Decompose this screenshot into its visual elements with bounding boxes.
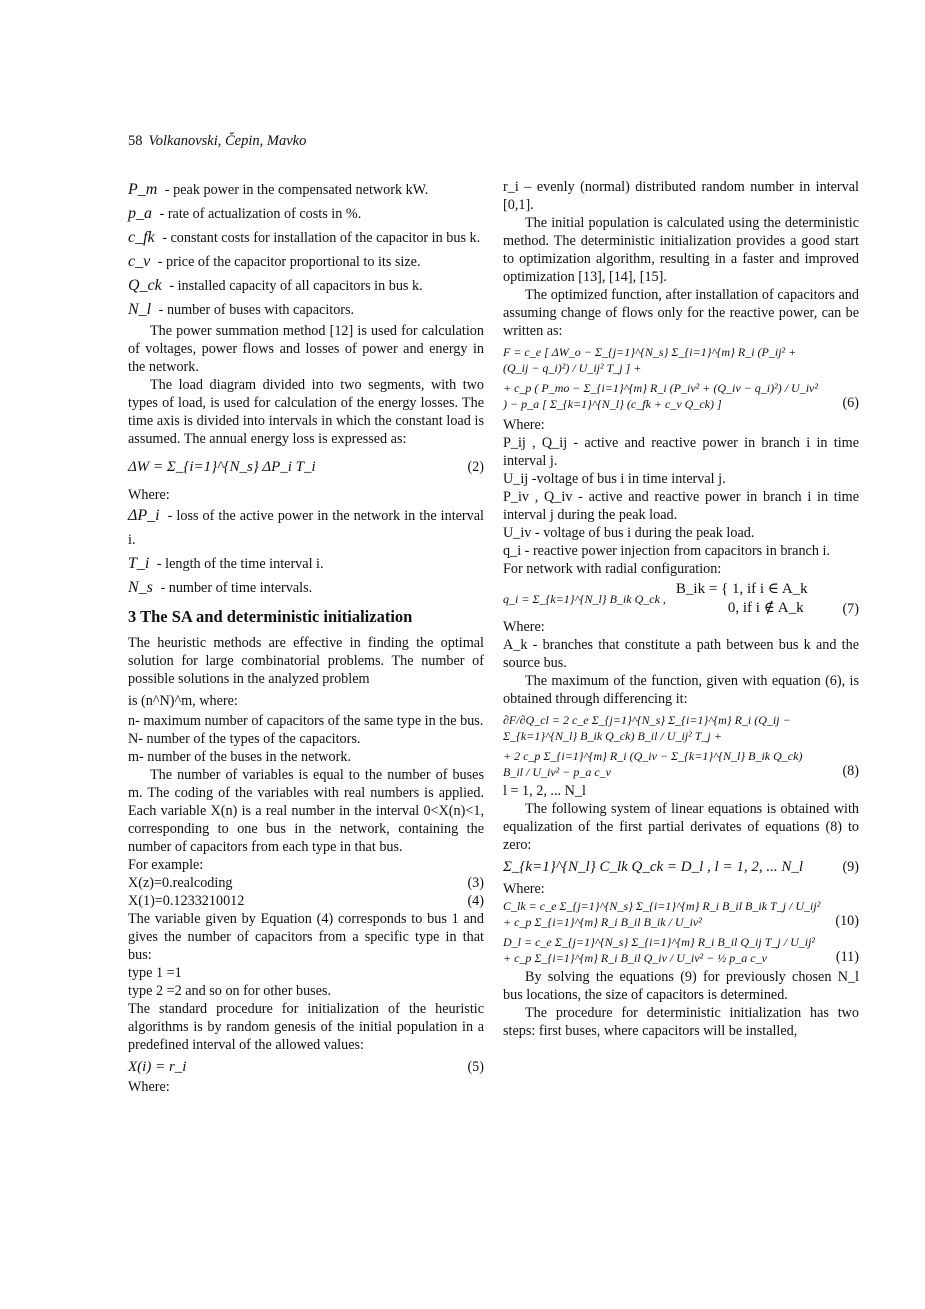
- def-pa: p_a - rate of actualization of costs in %.: [128, 205, 362, 222]
- equation-9: Σ_{k=1}^{N_l} C_lk Q_ck = D_l , l = 1, 2, ... N_l (9): [503, 859, 859, 875]
- where-label: Where:: [503, 417, 545, 433]
- equation-7-left: q_i = Σ_{k=1}^{N_l} B_ik Q_ck ,: [503, 592, 666, 606]
- def-uiv: U_iv - voltage of bus i during the peak load.: [503, 525, 755, 541]
- paragraph: The initial population is calculated using the deterministic method. The deterministic initialization provides a good start to optimization algorithm, resulting in a faster and improved optimization [13], [14], [15].: [503, 215, 859, 285]
- def-delta-p: ΔP_i - loss of the active power in the network in the interval i.: [128, 507, 484, 548]
- paragraph: The procedure for deterministic initialization has two steps: first buses, where capacitors will be installed,: [503, 1005, 859, 1039]
- def-uij: U_ij -voltage of bus i in time interval j.: [503, 471, 726, 487]
- equation-8: ∂F/∂Q_cl = 2 c_e Σ_{j=1}^{N_s} Σ_{i=1}^{m} R_i (Q_ij − Σ_{k=1}^{N_l} B_ik Q_ck) B_il / U_ij² T_j + + 2 c_p Σ_{i=1}^{m} R_i (Q_iv − Σ_{k=1}^{N_l} B_ik Q_ck) B_il / U_iv² − p_a c_v (8): [503, 713, 859, 779]
- def-qi: q_i - reactive power injection from capacitors in branch i.: [503, 543, 830, 559]
- paragraph: The power summation method [12] is used for calculation of voltages, power flows and losses of power and energy in the network.: [128, 323, 484, 375]
- where-label: Where:: [128, 1079, 170, 1095]
- equation-6-line-1: F = c_e [ ΔW_o − Σ_{j=1}^{N_s} Σ_{i=1}^{m} R_i (P_ij² + (Q_ij − q_i)²) / U_ij² T_j ] +: [503, 345, 797, 375]
- paragraph: The variable given by Equation (4) corresponds to bus 1 and gives the number of capacitors from a specific type in that bus:: [128, 911, 484, 963]
- equation-7-case-1: B_ik = { 1, if i ∈ A_k: [675, 581, 808, 597]
- def-N: N- number of the types of the capacitors.: [128, 731, 361, 747]
- paragraph-end: is (n^N)^m, where:: [128, 693, 238, 709]
- paragraph: The standard procedure for initialization of the heuristic algorithms is by random genesis of the initial population in a predefined interval of the allowed values:: [128, 1001, 484, 1053]
- def-pij-qij: P_ij , Q_ij - active and reactive power in branch i in time interval j.: [503, 435, 859, 469]
- radial-label: For network with radial configuration:: [503, 561, 722, 577]
- paragraph: By solving the equations (9) for previously chosen N_l bus locations, the size of capacitors is determined.: [503, 969, 859, 1003]
- equation-2: ΔW = Σ_{i=1}^{N_s} ΔP_i T_i (2): [128, 459, 484, 475]
- where-label: Where:: [503, 619, 545, 635]
- def-n: n- maximum number of capacitors of the same type in the bus.: [128, 713, 484, 729]
- equation-11: D_l = c_e Σ_{j=1}^{N_s} Σ_{i=1}^{m} R_i B_il Q_ij T_j / U_ij² + c_p Σ_{i=1}^{m} R_i B_il Q_iv / U_iv² − ½ p_a c_v (11): [503, 935, 859, 965]
- def-ns: N_s - number of time intervals.: [128, 579, 313, 596]
- def-ak: A_k - branches that constitute a path between bus k and the source bus.: [503, 637, 859, 671]
- paragraph: The number of variables is equal to the number of buses m. The coding of the variables with real numbers is applied. Each variable X(n) is a real number in the interval 0<X(n)<1, corresponding to one bus in the network, containing the number of capacitors from each type in that bus.: [128, 767, 484, 855]
- def-ri: r_i – evenly (normal) distributed random number in interval [0,1].: [503, 179, 859, 213]
- equation-7-case-2: 0, if i ∉ A_k: [727, 600, 804, 616]
- example-label: For example:: [128, 857, 204, 873]
- def-piv-qiv: P_iv , Q_iv - active and reactive power in branch i in time interval j during the peak load.: [503, 489, 859, 523]
- left-column: [128, 178, 484, 1096]
- paragraph: The heuristic methods are effective in finding the optimal solution for large combinatorial problems. The number of possible solutions in the analyzed problem: [128, 635, 484, 687]
- def-cfk: c_fk - constant costs for installation of the capacitor in bus k.: [128, 229, 481, 246]
- equation-10: C_lk = c_e Σ_{j=1}^{N_s} Σ_{i=1}^{m} R_i B_il B_ik T_j / U_ij² + c_p Σ_{i=1}^{m} R_i B_il B_ik / U_iv² (10): [503, 899, 859, 929]
- running-header: [128, 133, 306, 150]
- equation-6: F = c_e [ ΔW_o − Σ_{j=1}^{N_s} Σ_{i=1}^{m} R_i (P_ij² + (Q_ij − q_i)²) / U_ij² T_j ] + + c_p ( P_mo − Σ_{i=1}^{m} R_i (P_iv² + (Q_iv − q_i)²) / U_iv² ) − p_a [ Σ_{k=1}^{N_l} (c_fk + c_v Q_ck) ] (6): [503, 345, 859, 411]
- equation-8-line-1: ∂F/∂Q_cl = 2 c_e Σ_{j=1}^{N_s} Σ_{i=1}^{m} R_i (Q_ij − Σ_{k=1}^{N_l} B_ik Q_ck) B_il / U_ij² T_j +: [503, 713, 791, 743]
- equation-4: X(1)=0.1233210012 (4): [128, 893, 484, 909]
- equation-3: X(z)=0.realcoding (3): [128, 875, 484, 891]
- where-label: Where:: [128, 487, 170, 503]
- def-ti: T_i - length of the time interval i.: [128, 555, 324, 572]
- paragraph: The load diagram divided into two segments, with two types of load, is used for calculation of the energy losses. The time axis is divided into intervals in which the constant load is assumed. The annual energy loss is expressed as:: [128, 377, 484, 447]
- paragraph: The following system of linear equations is obtained with equalization of the first partial derivates of equations (8) to zero:: [503, 801, 859, 853]
- def-qck: Q_ck - installed capacity of all capacitors in bus k.: [128, 277, 423, 294]
- paragraph: The maximum of the function, given with equation (6), is obtained through differencing it:: [503, 673, 859, 707]
- def-nl: N_l - number of buses with capacitors.: [128, 301, 355, 318]
- equation-8-line-2: + 2 c_p Σ_{i=1}^{m} R_i (Q_iv − Σ_{k=1}^{N_l} B_ik Q_ck) B_il / U_iv² − p_a c_v: [503, 749, 803, 779]
- where-label: Where:: [503, 881, 545, 897]
- equation-5: X(i) = r_i (5): [128, 1059, 484, 1075]
- l-range: l = 1, 2, ... N_l: [503, 783, 586, 799]
- type-1: type 1 =1: [128, 965, 182, 981]
- def-cv: c_v - price of the capacitor proportional to its size.: [128, 253, 421, 270]
- equation-6-line-2: + c_p ( P_mo − Σ_{i=1}^{m} R_i (P_iv² + (Q_iv − q_i)²) / U_iv² ) − p_a [ Σ_{k=1}^{N_l} (c_fk + c_v Q_ck) ]: [503, 381, 818, 411]
- type-2: type 2 =2 and so on for other buses.: [128, 983, 332, 999]
- paragraph: The optimized function, after installation of capacitors and assuming change of flows only for the reactive power, can be written as:: [503, 287, 859, 339]
- section-heading: 3 The SA and deterministic initialization: [128, 607, 413, 626]
- def-m: m- number of the buses in the network.: [128, 749, 352, 765]
- authors: Volkanovski, Čepin, Mavko: [148, 133, 307, 149]
- def-pm: P_m - peak power in the compensated network kW.: [128, 181, 429, 198]
- page-number: 58: [128, 133, 143, 149]
- equation-7: q_i = Σ_{k=1}^{N_l} B_ik Q_ck , B_ik = { 1, if i ∈ A_k 0, if i ∉ A_k (7): [503, 581, 859, 617]
- right-column: [503, 178, 859, 1040]
